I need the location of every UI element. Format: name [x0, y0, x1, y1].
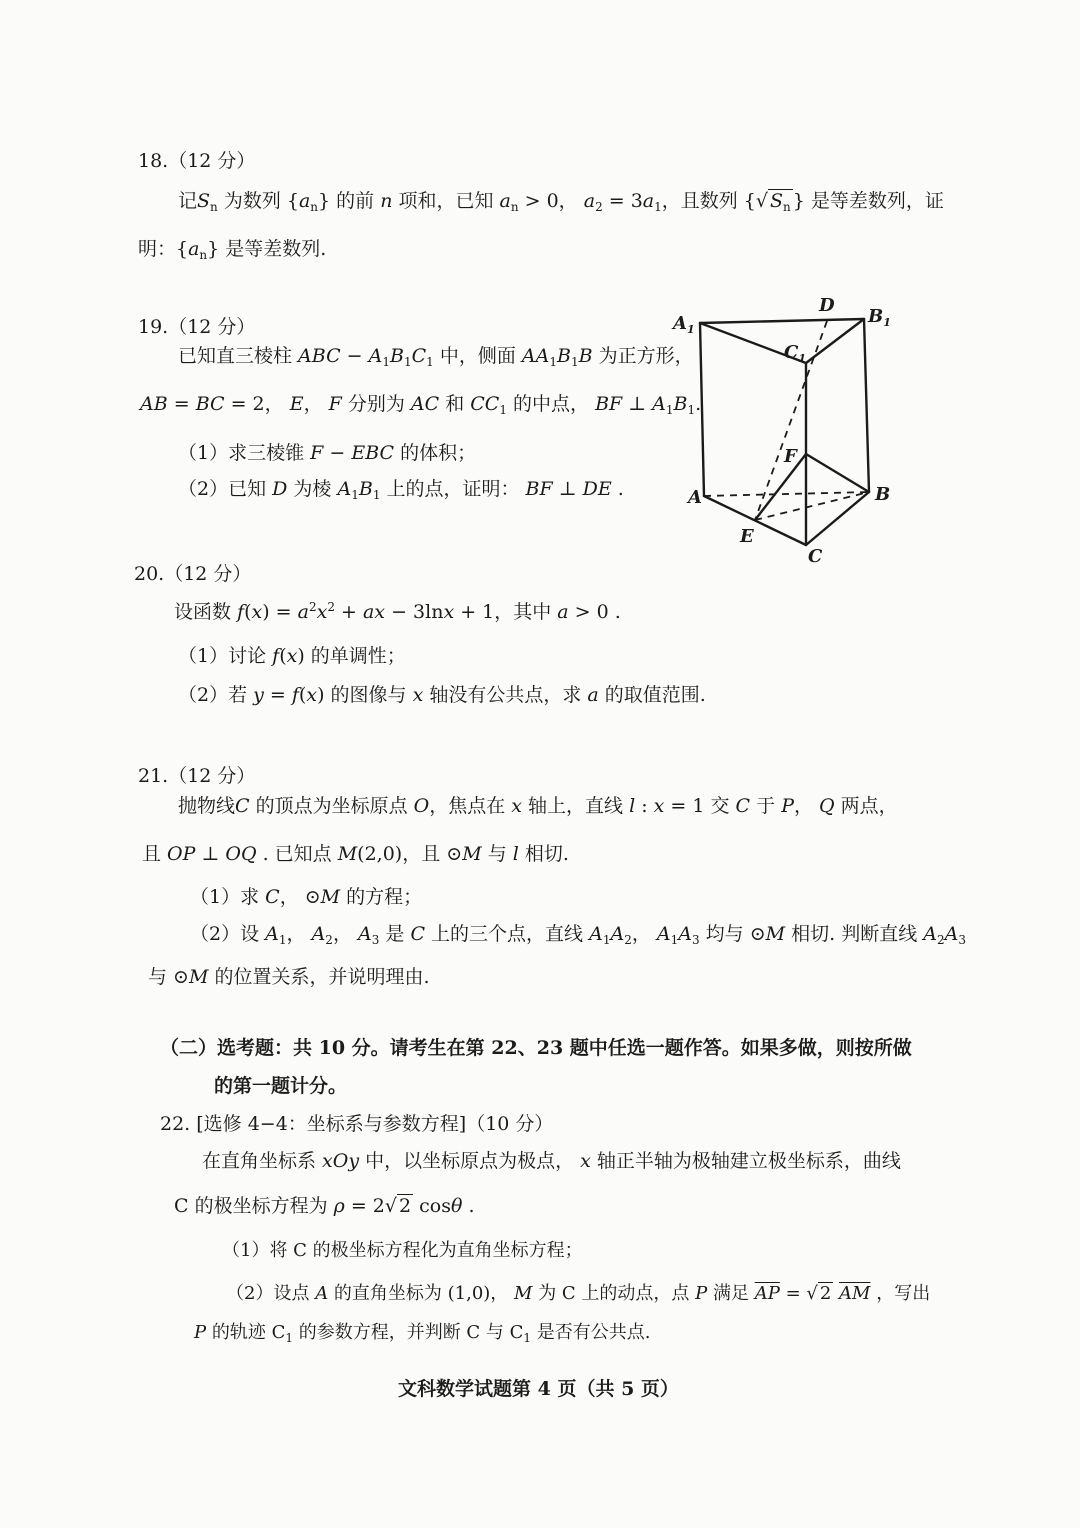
q21-heading: 21.（12 分） — [138, 765, 256, 787]
label-b: B — [875, 484, 891, 505]
q21-line-5: 与 ⊙M 的位置关系，并说明理由. — [148, 966, 430, 988]
q20-part-2: （2）若 y = f(x) 的图像与 x 轴没有公共点，求 a 的取值范围. — [178, 684, 706, 706]
q18-heading: 18.（12 分） — [138, 150, 256, 172]
q19-heading: 19.（12 分） — [138, 316, 256, 338]
label-a1: $A_1$ — [673, 313, 695, 336]
q18-line-1: 记$S_n$ 为数列 $\{a_n\}$ 的前 n 项和，已知 $a_n > 0$， $a_2 = 3a_1$，且数列 {√ $S_n$ } 是等差数列，证 — [178, 190, 944, 214]
q20-part-1: （1）讨论 f(x) 的单调性； — [178, 645, 406, 667]
q22-line-2: C 的极坐标方程为 ρ = 2√ 2 cosθ . — [174, 1195, 475, 1217]
edge-b1-b — [864, 319, 869, 492]
segment-f-b — [806, 454, 869, 492]
q20-line-1: 设函数 $f(x) = a^2x^2$ + ax − 3lnx + 1，其中 a > 0 . — [174, 600, 621, 623]
q19-part-2: （2）已知 D 为棱 $A_1B_1$ 上的点，证明： BF ⊥ DE . — [178, 478, 624, 502]
label-b1: $B_1$ — [868, 306, 891, 329]
q18-line-2: 明：$\{a_n\}$ 是等差数列. — [138, 238, 327, 262]
q22-part-1: （1）将 C 的极坐标方程化为直角坐标方程； — [222, 1240, 583, 1261]
edge-a1-a — [700, 323, 704, 496]
edge-c1-b1 — [806, 319, 864, 363]
q22-line-5: P 的轨迹 $C_1$ 的参数方程，并判断 C 与 $C_1$ 是否有公共点. — [194, 1322, 651, 1345]
q22-part-2: （2）设点 A 的直角坐标为 (1,0)， M 为 C 上的动点，点 P 满足 $\overline{AP}$ = √ 2 $\overline{AM}$ ，写出 — [226, 1283, 931, 1304]
prism-figure — [660, 290, 910, 570]
label-f: F — [784, 446, 797, 467]
q20-heading: 20.（12 分） — [134, 563, 252, 585]
label-e: E — [740, 526, 754, 547]
label-a: A — [688, 487, 702, 508]
q21-part-1: （1）求 C， ⊙M 的方程； — [190, 886, 423, 908]
label-d: D — [819, 295, 835, 316]
page-footer: 文科数学试题第 4 页（共 5 页） — [398, 1378, 679, 1400]
q19-line-1: 已知直三棱柱 ABC − $A_1B_1C_1$ 中，侧面 $AA_1B_1B$ 为正方形， — [178, 345, 694, 369]
label-c1: $C_1$ — [784, 342, 806, 365]
q19-part-1: （1）求三棱锥 F − EBC 的体积； — [178, 442, 477, 464]
q21-part-2: （2）设 $A_1$， $A_2$， $A_3$ 是 C 上的三个点，直线 $A_1A_2$， $A_1A_3$ 均与 ⊙M 相切. 判断直线 $A_2A_3$ — [190, 923, 967, 947]
optional-section-instruction: （二）选考题：共 10 分。请考生在第 22、23 题中任选一题作答。如果多做，则按所做 — [160, 1037, 912, 1059]
label-c: C — [808, 546, 823, 567]
optional-section-instruction-2: 的第一题计分。 — [214, 1075, 348, 1097]
q21-line-2: 且 OP ⊥ OQ . 已知点 M(2,0)，且 ⊙M 与 l 相切. — [142, 843, 569, 865]
q19-line-2: AB = BC = 2， E， F 分别为 AC 和 $CC_1$ 的中点， BF ⊥ $A_1B_1$. — [140, 393, 702, 417]
edge-a1-b1 — [700, 319, 864, 323]
q22-line-1: 在直角坐标系 xOy 中，以坐标原点为极点， x 轴正半轴为极轴建立极坐标系，曲线 — [202, 1150, 901, 1172]
q21-line-1: 抛物线C 的顶点为坐标原点 O，焦点在 x 轴上，直线 l : x = 1 交 C 于 P， Q 两点， — [178, 795, 898, 817]
q22-heading: 22. [选修 4−4：坐标系与参数方程]（10 分） — [160, 1113, 554, 1135]
hidden-edge-a-b — [704, 492, 869, 496]
